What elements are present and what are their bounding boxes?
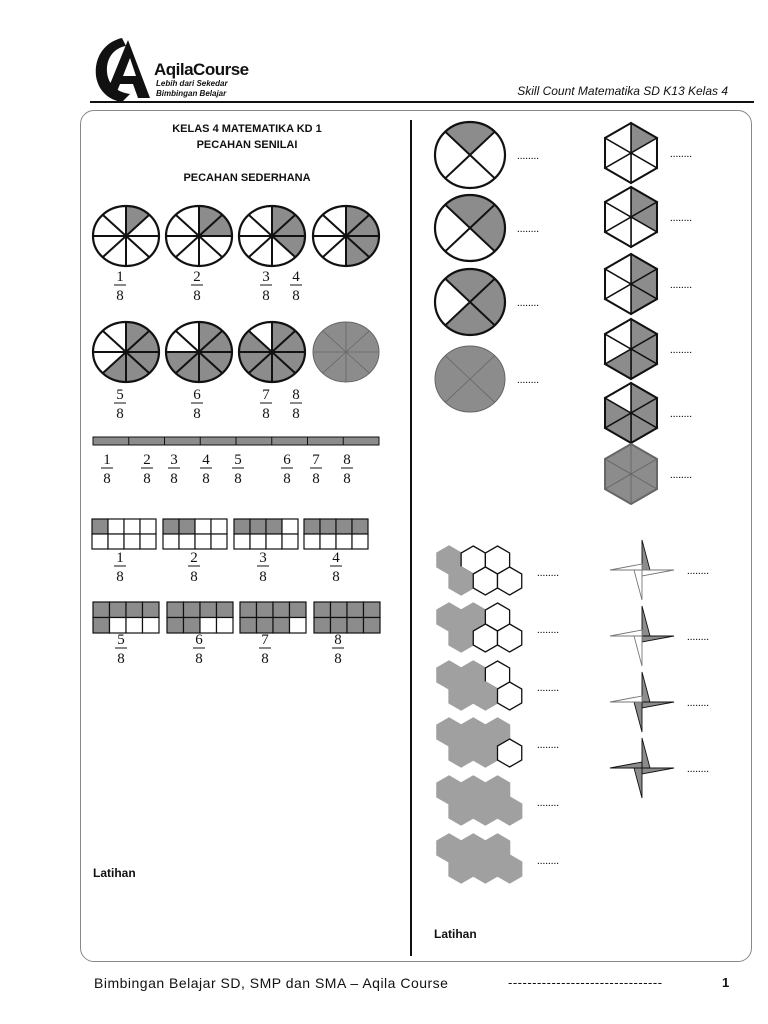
eighths-grid-cell <box>140 519 156 534</box>
answer-blank: ........ <box>517 223 539 235</box>
fraction-label <box>115 632 127 667</box>
eighths-grid-cell <box>217 602 234 618</box>
brand-name: AqilaCourse <box>154 60 249 79</box>
eighths-grid-cell <box>110 618 127 634</box>
fraction-label-denominator: 8 <box>262 406 270 422</box>
answer-blank: ........ <box>537 739 559 751</box>
fraction-label-numerator: 6 <box>193 387 201 403</box>
eighths-grid-cell <box>290 618 307 634</box>
page-number: 1 <box>722 975 730 990</box>
eighths-circle-spoke <box>103 236 126 257</box>
eighths-grid-cell <box>234 519 250 534</box>
number-line-fraction-denominator: 8 <box>312 471 320 487</box>
number-line-fraction <box>168 452 180 487</box>
hex-cluster <box>437 834 522 883</box>
eighths-grid <box>314 602 380 633</box>
eighths-grid-cell <box>195 519 211 534</box>
eighths-grid-cell <box>266 534 282 549</box>
hex-cluster-cell <box>449 682 473 710</box>
eighths-grid-cell <box>320 534 336 549</box>
sixths-hexagon <box>605 383 657 443</box>
pinwheel-blade <box>642 738 650 768</box>
number-line-fraction-numerator: 4 <box>202 452 210 468</box>
eighths-grid-cell <box>163 519 179 534</box>
pinwheel-blade <box>610 696 642 702</box>
pinwheel-blade <box>642 570 674 576</box>
eighths-grid-cell <box>195 534 211 549</box>
eighths-grid-cell <box>314 618 331 634</box>
pinwheel-blade <box>634 702 642 732</box>
eighths-grid-cell <box>200 618 217 634</box>
eighths-grid-cell <box>290 602 307 618</box>
eighths-grid-cell <box>179 534 195 549</box>
number-line-fraction-denominator: 8 <box>343 471 351 487</box>
eighths-circle <box>166 322 232 382</box>
pinwheel-blade <box>642 672 650 702</box>
number-line-fraction <box>341 452 353 487</box>
hex-cluster-cell <box>473 739 497 767</box>
fraction-label-denominator: 8 <box>193 288 201 304</box>
page-subject: Skill Count Matematika SD K13 Kelas 4 <box>517 84 728 98</box>
number-line-fraction-denominator: 8 <box>143 471 151 487</box>
eighths-grid-cell <box>179 519 195 534</box>
pinwheel-blade <box>642 606 650 636</box>
eighths-grid-cell <box>92 519 108 534</box>
answer-blank: ........ <box>670 148 692 160</box>
fraction-label-denominator: 8 <box>117 651 125 667</box>
eighths-circle-spoke <box>249 215 272 236</box>
eighths-grid <box>304 519 368 549</box>
answer-blank: ........ <box>670 344 692 356</box>
number-line-fraction-numerator: 8 <box>343 452 351 468</box>
eighths-grid-cell <box>336 534 352 549</box>
eighths-grid <box>163 519 227 549</box>
hex-cluster-cell <box>497 567 521 595</box>
eighths-circle-spoke <box>103 215 126 236</box>
pinwheel-blade <box>642 540 650 570</box>
answer-blank: ........ <box>687 631 709 643</box>
eighths-grid-cell <box>352 519 368 534</box>
number-line-fraction-denominator: 8 <box>202 471 210 487</box>
fraction-label-numerator: 8 <box>334 632 342 648</box>
latihan-left: Latihan <box>93 866 136 880</box>
fraction-label-denominator: 8 <box>190 569 198 585</box>
eighths-grid-cell <box>347 602 364 618</box>
hex-cluster-cell <box>497 855 521 883</box>
eighths-grid-cell <box>200 602 217 618</box>
fraction-label <box>114 550 126 585</box>
fraction-label-numerator: 4 <box>292 269 300 285</box>
answer-blank: ........ <box>687 697 709 709</box>
quarters-circle <box>435 346 505 412</box>
eighths-grid-cell <box>250 519 266 534</box>
pinwheel-blade <box>642 768 674 774</box>
pinwheel <box>610 672 674 732</box>
eighths-grid-cell <box>331 602 348 618</box>
answer-blank: ........ <box>670 408 692 420</box>
number-line-fraction <box>141 452 153 487</box>
eighths-grid-cell <box>304 519 320 534</box>
fraction-label-denominator: 8 <box>262 288 270 304</box>
eighths-grid-cell <box>250 534 266 549</box>
eighths-grid-cell <box>282 534 298 549</box>
hex-cluster-cell <box>449 567 473 595</box>
eighths-grid-cell <box>143 602 160 618</box>
fraction-label-numerator: 1 <box>116 550 124 566</box>
number-line-fraction-denominator: 8 <box>103 471 111 487</box>
fraction-label <box>260 269 272 304</box>
eighths-grid-cell <box>140 534 156 549</box>
fraction-label-numerator: 4 <box>332 550 340 566</box>
answer-blank: ........ <box>537 682 559 694</box>
pinwheel-blade <box>610 762 642 768</box>
title-subtopic: PECAHAN SEDERHANA <box>183 172 311 184</box>
eighths-circle <box>166 206 232 266</box>
eighths-circle <box>93 206 159 266</box>
sixths-hexagon <box>605 254 657 314</box>
title-topic: PECAHAN SENILAI <box>196 139 298 151</box>
pinwheel-blade <box>610 630 642 636</box>
hex-cluster-cell <box>449 739 473 767</box>
number-line-fraction <box>281 452 293 487</box>
eighths-grid-cell <box>273 618 290 634</box>
brand-tagline-2: Bimbingan Belajar <box>156 89 227 98</box>
number-line-fraction-denominator: 8 <box>283 471 291 487</box>
number-line-fraction-numerator: 2 <box>143 452 151 468</box>
fraction-label <box>290 387 302 422</box>
hex-cluster <box>437 546 522 595</box>
eighths-circle-spoke <box>103 331 126 352</box>
fraction-label <box>191 269 203 304</box>
quarters-circle-spoke <box>470 155 495 178</box>
fraction-label <box>191 387 203 422</box>
eighths-grid <box>92 519 156 549</box>
number-line-fraction <box>232 452 244 487</box>
fraction-label <box>332 632 344 667</box>
eighths-circle-spoke <box>323 215 346 236</box>
fraction-label <box>259 632 271 667</box>
eighths-grid-cell <box>211 519 227 534</box>
quarters-circle-spoke <box>445 228 470 251</box>
fraction-label <box>330 550 342 585</box>
eighths-grid <box>167 602 233 633</box>
answer-blank: ........ <box>670 212 692 224</box>
hex-cluster-cell <box>497 682 521 710</box>
eighths-grid-cell <box>184 602 201 618</box>
fraction-label-numerator: 7 <box>261 632 269 648</box>
eighths-grid-cell <box>347 618 364 634</box>
fraction-label-denominator: 8 <box>334 651 342 667</box>
number-line-fraction-numerator: 7 <box>312 452 320 468</box>
number-line-fraction <box>101 452 113 487</box>
eighths-grid-cell <box>257 618 274 634</box>
eighths-circle-spoke <box>176 331 199 352</box>
fraction-label-numerator: 2 <box>190 550 198 566</box>
hex-cluster-cell <box>449 797 473 825</box>
sixths-hexagon <box>605 319 657 379</box>
fraction-label-denominator: 8 <box>116 569 124 585</box>
hex-cluster <box>437 603 522 652</box>
eighths-grid-cell <box>110 602 127 618</box>
eighths-circle <box>239 206 305 266</box>
hex-cluster-cell <box>497 739 521 767</box>
eighths-grid-cell <box>211 534 227 549</box>
answer-blank: ........ <box>670 469 692 481</box>
answer-blank: ........ <box>537 567 559 579</box>
fraction-label <box>290 269 302 304</box>
hex-cluster-cell <box>449 855 473 883</box>
eighths-grid-cell <box>352 534 368 549</box>
fraction-label <box>114 269 126 304</box>
answer-blank: ........ <box>537 797 559 809</box>
pinwheel-blade <box>634 636 642 666</box>
fraction-label-denominator: 8 <box>116 406 124 422</box>
number-line-fraction <box>200 452 212 487</box>
eighths-grid-cell <box>124 519 140 534</box>
answer-blank: ........ <box>537 855 559 867</box>
title-class: KELAS 4 MATEMATIKA KD 1 <box>172 123 322 135</box>
eighths-grid-cell <box>266 519 282 534</box>
hex-cluster-cell <box>473 567 497 595</box>
eighths-grid <box>234 519 298 549</box>
eighths-grid <box>240 602 306 633</box>
eighths-grid-cell <box>93 618 110 634</box>
answer-blank: ........ <box>687 763 709 775</box>
fraction-label-denominator: 8 <box>292 406 300 422</box>
hex-cluster <box>437 661 522 710</box>
eighths-circle <box>313 206 379 266</box>
eighths-grid-cell <box>282 519 298 534</box>
pinwheel <box>610 738 674 798</box>
fraction-label-denominator: 8 <box>195 651 203 667</box>
eighths-grid-cell <box>184 618 201 634</box>
fraction-label-denominator: 8 <box>259 569 267 585</box>
eighths-grid-cell <box>143 618 160 634</box>
fraction-label <box>260 387 272 422</box>
hex-cluster-cell <box>449 624 473 652</box>
brand-tagline-1: Lebih dari Sekedar <box>156 79 228 88</box>
eighths-circle <box>239 322 305 382</box>
answer-blank: ........ <box>517 150 539 162</box>
footer-text: Bimbingan Belajar SD, SMP dan SMA – Aqila Course <box>94 975 449 991</box>
fraction-label-numerator: 3 <box>262 269 270 285</box>
fraction-label-numerator: 5 <box>117 632 125 648</box>
fraction-label-numerator: 3 <box>259 550 267 566</box>
pinwheel-blade <box>642 702 674 708</box>
eighths-circle <box>93 322 159 382</box>
sixths-hexagon <box>605 123 657 183</box>
eighths-grid-cell <box>124 534 140 549</box>
eighths-grid-cell <box>126 618 143 634</box>
hex-cluster-cell <box>497 624 521 652</box>
pinwheel-blade <box>634 768 642 798</box>
eighths-circle-spoke <box>176 215 199 236</box>
eighths-grid-cell <box>163 534 179 549</box>
hex-cluster-cell <box>473 797 497 825</box>
eighths-circle-spoke <box>323 236 346 257</box>
eighths-grid-cell <box>217 618 234 634</box>
footer-dashes: -------------------------------- <box>508 975 663 990</box>
eighths-grid-cell <box>364 602 381 618</box>
quarters-circle <box>435 195 505 261</box>
fraction-label-numerator: 6 <box>195 632 203 648</box>
pinwheel-blade <box>610 564 642 570</box>
fraction-label-denominator: 8 <box>292 288 300 304</box>
eighths-grid-cell <box>257 602 274 618</box>
eighths-circle-spoke <box>176 236 199 257</box>
eighths-grid-cell <box>108 534 124 549</box>
eighths-grid-cell <box>240 618 257 634</box>
hex-cluster-cell <box>473 624 497 652</box>
eighths-grid-cell <box>273 602 290 618</box>
eighths-grid-cell <box>126 602 143 618</box>
sixths-hexagon <box>605 444 657 504</box>
eighths-grid <box>93 602 159 633</box>
eighths-grid-cell <box>234 534 250 549</box>
hex-cluster <box>437 776 522 825</box>
eighths-circle-spoke <box>199 236 222 257</box>
eighths-grid-cell <box>167 618 184 634</box>
fraction-label-denominator: 8 <box>261 651 269 667</box>
number-line-bar <box>93 437 379 445</box>
quarters-circle-spoke <box>445 155 470 178</box>
eighths-grid-cell <box>167 602 184 618</box>
eighths-grid-cell <box>304 534 320 549</box>
fraction-label-denominator: 8 <box>332 569 340 585</box>
number-line-fraction-denominator: 8 <box>234 471 242 487</box>
quarters-circle <box>435 269 505 335</box>
eighths-grid-cell <box>108 519 124 534</box>
eighths-grid-cell <box>314 602 331 618</box>
eighths-grid-cell <box>336 519 352 534</box>
fraction-label-numerator: 1 <box>116 269 124 285</box>
answer-blank: ........ <box>517 297 539 309</box>
answer-blank: ........ <box>687 565 709 577</box>
quarters-circle <box>435 122 505 188</box>
fraction-label-numerator: 8 <box>292 387 300 403</box>
eighths-grid-cell <box>92 534 108 549</box>
number-line-fraction-denominator: 8 <box>170 471 178 487</box>
eighths-grid-cell <box>331 618 348 634</box>
answer-blank: ........ <box>517 374 539 386</box>
fraction-label-numerator: 2 <box>193 269 201 285</box>
fraction-label <box>188 550 200 585</box>
hex-cluster-cell <box>473 682 497 710</box>
number-line-fraction-numerator: 6 <box>283 452 291 468</box>
eighths-grid-cell <box>364 618 381 634</box>
fraction-label <box>193 632 205 667</box>
answer-blank: ........ <box>537 624 559 636</box>
pinwheel-blade <box>642 636 674 642</box>
number-line-fraction <box>310 452 322 487</box>
eighths-circle <box>313 322 379 382</box>
number-line-fraction-numerator: 5 <box>234 452 242 468</box>
hex-cluster <box>437 718 522 767</box>
number-line-fraction-numerator: 3 <box>170 452 178 468</box>
pinwheel <box>610 540 674 600</box>
sixths-hexagon <box>605 187 657 247</box>
eighths-grid-cell <box>240 602 257 618</box>
fraction-label <box>114 387 126 422</box>
pinwheel <box>610 606 674 666</box>
eighths-grid-cell <box>320 519 336 534</box>
latihan-right: Latihan <box>434 927 477 941</box>
eighths-circle-spoke <box>249 236 272 257</box>
pinwheel-blade <box>634 570 642 600</box>
answer-blank: ........ <box>670 279 692 291</box>
hex-cluster-cell <box>473 855 497 883</box>
number-line-fraction-numerator: 1 <box>103 452 111 468</box>
eighths-circle-spoke <box>126 236 149 257</box>
fraction-label-denominator: 8 <box>116 288 124 304</box>
hex-cluster-cell <box>497 797 521 825</box>
fraction-label <box>257 550 269 585</box>
eighths-grid-cell <box>93 602 110 618</box>
fraction-label-numerator: 5 <box>116 387 124 403</box>
fraction-label-denominator: 8 <box>193 406 201 422</box>
fraction-label-numerator: 7 <box>262 387 270 403</box>
